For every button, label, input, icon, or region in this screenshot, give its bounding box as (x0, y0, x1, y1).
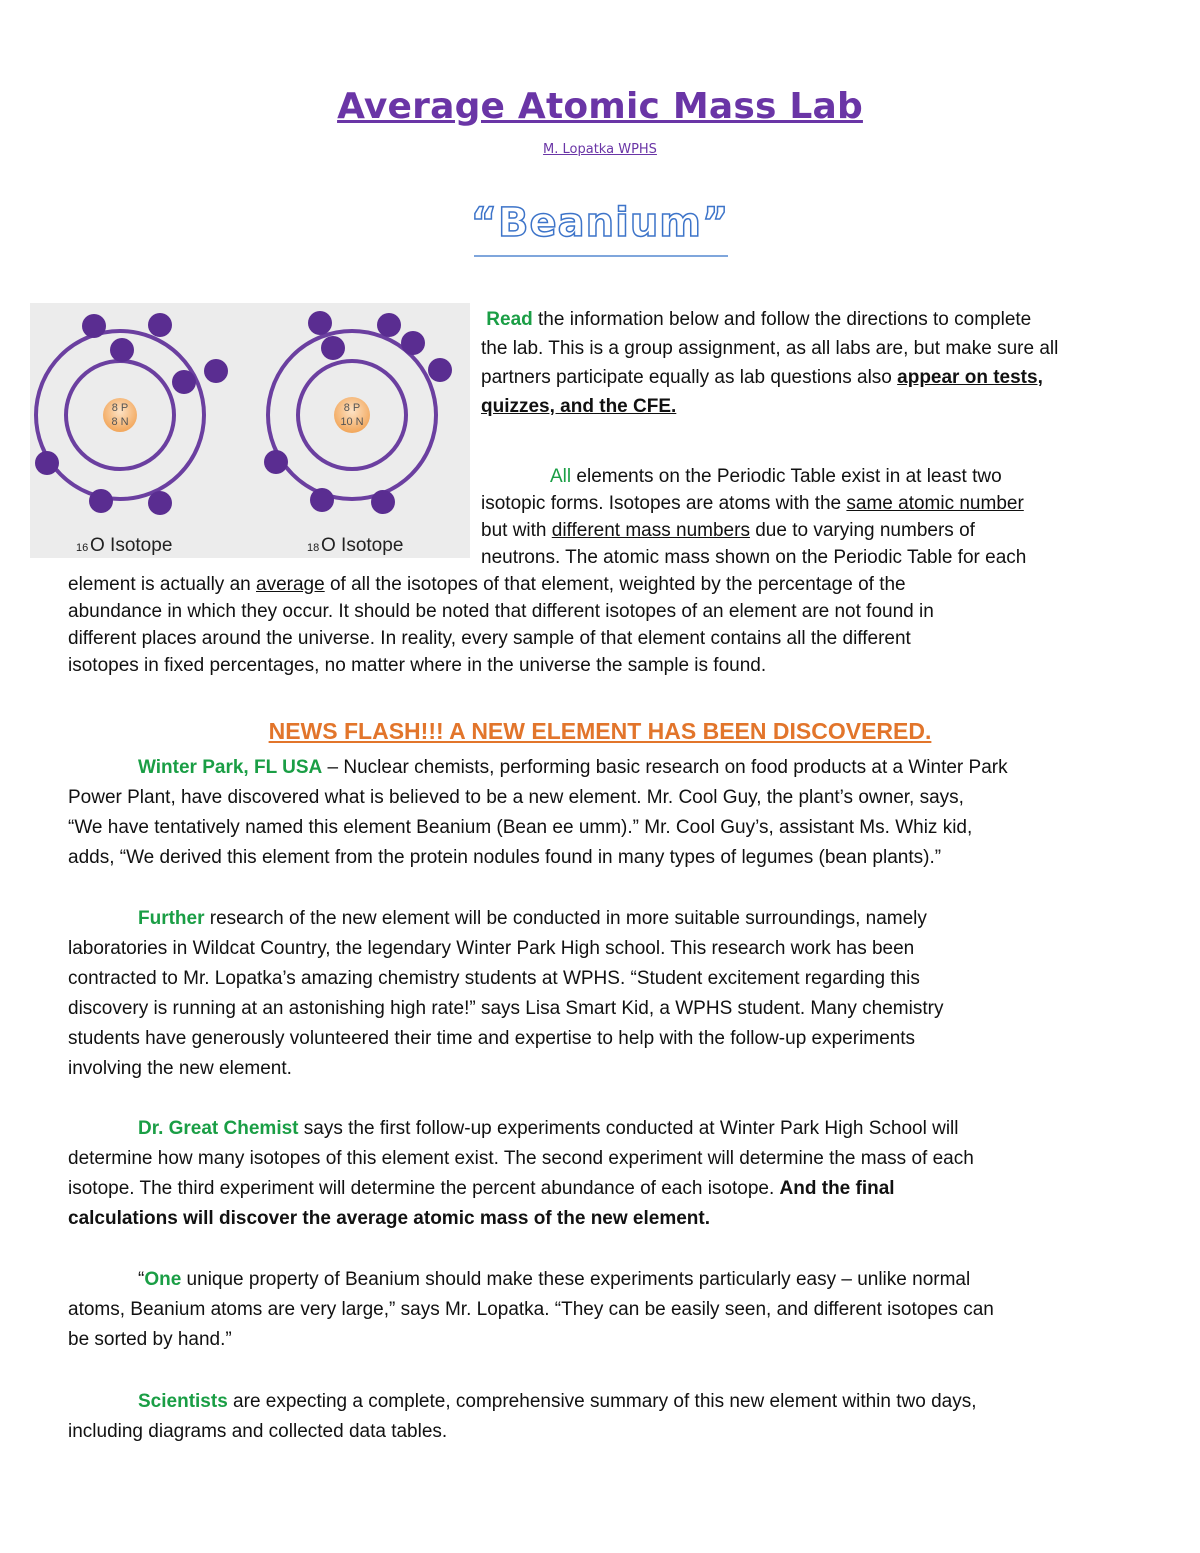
text-line (481, 490, 1181, 517)
text-run: the information below and follow the directions to complete (532, 309, 1032, 330)
open-quote: “ (138, 1269, 145, 1290)
lead-word: Read (486, 309, 533, 330)
lead-word: Dr. Great Chemist (138, 1118, 299, 1139)
text-line: different places around the universe. In reality, every sample of that element contains all the different (68, 628, 911, 649)
text-line (481, 517, 1181, 544)
text-run: are expecting a complete, comprehensive summary of this new element within two days, (227, 1391, 977, 1412)
text-run: but with (481, 520, 552, 541)
oxygen-isotopes-diagram (30, 303, 470, 558)
emphasis-underline: quizzes, and the CFE. (481, 396, 677, 417)
electron (428, 358, 452, 382)
intro-line (481, 334, 1181, 363)
text-run: due to varying numbers of (749, 520, 975, 541)
electron (321, 336, 345, 360)
underlined-term: average (256, 574, 325, 595)
text-run: isotopic forms. Isotopes are atoms with the (481, 493, 847, 514)
text-run: research of the new element will be conducted in more suitable surroundings, namely (204, 908, 927, 929)
lead-word: One (144, 1269, 182, 1290)
electron (172, 370, 196, 394)
text-line (481, 463, 1181, 490)
isotope-label: O Isotope (90, 535, 173, 556)
text-run: element is actually an (68, 574, 256, 595)
text-line (68, 1174, 1178, 1204)
bold-run: And the final (779, 1178, 895, 1199)
scientists-paragraph (68, 1387, 1178, 1447)
electron (110, 338, 134, 362)
isotope-mass-superscript: 16 (76, 542, 89, 554)
text-run: elements on the Periodic Table exist in at least two (571, 466, 1002, 487)
isotopes-paragraph-right (481, 463, 1181, 571)
text-line: contracted to Mr. Lopatka’s amazing chemistry students at WPHS. “Student excitement regarding this (68, 968, 920, 989)
text-line (68, 571, 1178, 598)
text-line: Power Plant, have discovered what is believed to be a new element. Mr. Cool Guy, the plant’s owner, says, (68, 787, 964, 808)
text-run: says the first follow-up experiments conducted at Winter Park High School will (298, 1118, 959, 1139)
text-line: including diagrams and collected data tables. (68, 1421, 448, 1442)
further-paragraph (68, 904, 1178, 1084)
text-run: the lab. This is a group assignment, as all labs are, but make sure all (481, 338, 1059, 359)
text-run: unique property of Beanium should make these experiments particularly easy – unlike normal (181, 1269, 971, 1290)
isotopes-paragraph-full (68, 571, 1178, 679)
lead-word: Further (138, 908, 205, 929)
text-line: “We have tentatively named this element Beanium (Bean ee umm).” Mr. Cool Guy’s, assistant Ms. Whiz kid, (68, 817, 973, 838)
electron (377, 313, 401, 337)
neutron-count: 8 N (111, 416, 129, 428)
text-line: determine how many isotopes of this element exist. The second experiment will determine the mass of each (68, 1148, 974, 1169)
text-line: abundance in which they occur. It should be noted that different isotopes of an element are not found in (68, 601, 934, 622)
electron (204, 359, 228, 383)
text-line (68, 904, 1178, 934)
text-line: atoms, Beanium atoms are very large,” says Mr. Lopatka. “They can be easily seen, and different isotopes can (68, 1299, 994, 1320)
lead-word: Winter Park, FL USA (138, 757, 323, 778)
text-line (68, 1265, 1178, 1295)
electron (89, 489, 113, 513)
text-run: of all the isotopes of that element, weighted by the percentage of the (324, 574, 906, 595)
text-line: calculations will discover the average atomic mass of the new element. (68, 1208, 711, 1229)
text-run: – Nuclear chemists, performing basic research on food products at a Winter Park (322, 757, 1008, 778)
lead-word: Scientists (138, 1391, 228, 1412)
text-line: be sorted by hand.” (68, 1329, 232, 1350)
underlined-term: same atomic number (846, 493, 1024, 514)
chemist-paragraph (68, 1114, 1178, 1234)
electron (308, 311, 332, 335)
text-run: isotope. The third experiment will determine the percent abundance of each isotope. (68, 1178, 780, 1199)
isotope-mass-superscript: 18 (307, 542, 320, 554)
text-line (68, 1387, 1178, 1417)
text-line (68, 753, 1178, 783)
text-line (481, 544, 1181, 571)
intro-line (481, 363, 1181, 392)
neutron-count: 10 N (340, 416, 364, 428)
electron (371, 490, 395, 514)
text-line: discovery is running at an astonishing high rate!” says Lisa Smart Kid, a WPHS student. Many chemistry (68, 998, 944, 1019)
winter-park-paragraph (68, 753, 1178, 873)
one-property-paragraph (68, 1265, 1178, 1355)
intro-paragraph (481, 305, 1181, 421)
electron (82, 314, 106, 338)
text-line: isotopes in fixed percentages, no matter where in the universe the sample is found. (68, 655, 767, 676)
electron (264, 450, 288, 474)
text-run: neutrons. The atomic mass shown on the Periodic Table for each (481, 547, 1027, 568)
isotope-label: O Isotope (321, 535, 404, 556)
underlined-term: different mass numbers (551, 520, 750, 541)
text-line: involving the new element. (68, 1058, 292, 1079)
electron (148, 491, 172, 515)
text-line (68, 1114, 1178, 1144)
electron (148, 313, 172, 337)
news-flash-heading: NEWS FLASH!!! A NEW ELEMENT HAS BEEN DISCOVERED. (268, 718, 932, 744)
document-title: Average Atomic Mass Lab (337, 86, 863, 127)
proton-count: 8 P (111, 402, 129, 414)
intro-line (481, 392, 1181, 421)
proton-count: 8 P (343, 402, 361, 414)
intro-line (481, 305, 1181, 334)
emphasis-underline: appear on tests, (897, 367, 1043, 388)
lead-word: All (550, 466, 572, 487)
author-line: M. Lopatka WPHS (543, 142, 657, 157)
electron (35, 451, 59, 475)
electron (401, 331, 425, 355)
heading-underline (474, 255, 728, 257)
text-line: laboratories in Wildcat Country, the legendary Winter Park High school. This research work has been (68, 938, 915, 959)
text-run: partners participate equally as lab questions also (481, 367, 898, 388)
electron (310, 488, 334, 512)
text-line: adds, “We derived this element from the protein nodules found in many types of legumes (bean plants).” (68, 847, 942, 868)
text-line: students have generously volunteered their time and expertise to help with the follow-up experiments (68, 1028, 916, 1049)
element-name-heading: “Beanium” (470, 200, 730, 246)
